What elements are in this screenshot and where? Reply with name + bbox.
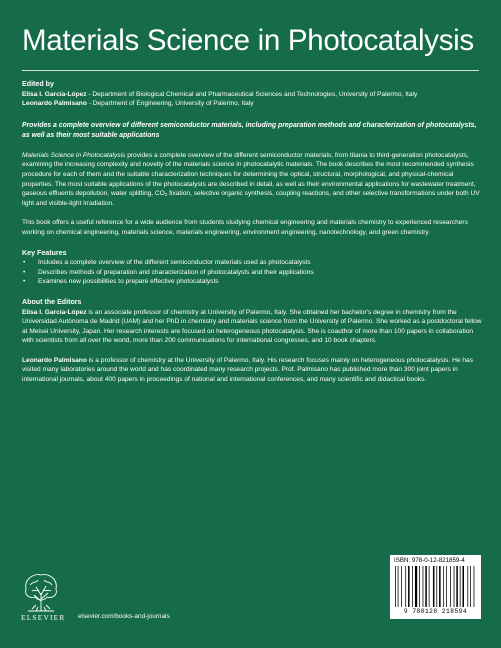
edited-by-heading: Edited by [22, 80, 54, 88]
co2-subscript: 2 [164, 192, 168, 198]
key-features-list [22, 258, 482, 287]
editor-2-bio [22, 356, 482, 385]
bio-2-text: is a professor of chemistry at the University of Palermo, Italy. His research focuses mainly on heterogeneous photocatalysis. He has visited many laboratories around the world and has coordinated many research projects. Prof. Palmisano has published more than 300 joint papers in international journals, about 400 papers in proceedings of national and international conferences, and many scientific and didactical books. [22, 356, 474, 384]
description-text-end: fixation, selective organic synthesis, coupling reactions, and other selective transformations under both UV light and visible-light irradiation. [22, 190, 480, 207]
editor-2 [22, 99, 482, 109]
key-features-heading: Key Features [22, 248, 67, 257]
book-title: Materials Science in Photocatalysis [22, 24, 474, 57]
publisher-url[interactable]: elsevier.com/books-and-journals [78, 613, 170, 620]
tagline: Provides a complete overview of different semiconductor materials, including preparation methods and characterization of photocatalysts, as well as their most suitable applications [22, 121, 477, 139]
editor-2-name: Leonardo Palmisano [22, 100, 87, 108]
elsevier-tree-logo [20, 571, 62, 613]
key-feature-item: • Includes a complete overview of the different semiconductor materials used as photocatalysts [22, 258, 482, 268]
bio-1-text: is an associate professor of chemistry at University of Palermo, Italy. She obtained her bachelor's degree in chemistry from the Universidad Autónoma de Madrid (UAM) and her PhD in chemistry and materials science from the University of Palermo. She worked as a postdoctoral fellow at Meisei University, Japan. Her research interests are focused on heterogeneous photocatalysis. She is coauthor of more than 100 papers in collaboration with scientists from all over the world, more than 200 communications for international congresses, and 10 book chapters. [22, 308, 482, 345]
description-text: provides a complete overview of the different semiconductor materials, from titania to third-generation photocatalysts, examining the increasing complexity and novelty of the materials science in photocatalytic materials. The book describes the most recommended synthesis procedure for each of them and the suitable characterization techniques for determining the optical, structural, morphological, and physical-chemical properties. The most suitable applications of the photocatalysts are described in detail, as well as their environmental applications for wastewater treatment, gaseous effluents depollution, water splitting, CO [22, 151, 476, 198]
barcode [393, 566, 478, 608]
key-feature-item: • Examines new possibilities to prepare effective photocatalysts [22, 277, 482, 287]
back-cover-content [22, 80, 482, 385]
bio-1-name: Elisa I. García-López [22, 308, 87, 316]
title-divider [22, 70, 479, 71]
editor-1-affiliation: - Department of Biological Chemical and Pharmaceutical Sciences and Technologies, University of Palermo, Italy [86, 90, 418, 98]
editor-2-affiliation: - Department of Engineering, University of Palermo, Italy [86, 100, 254, 108]
publisher-name: ELSEVIER [21, 613, 66, 622]
editor-1 [22, 90, 482, 100]
description-book-title: Materials Science in Photocatalysis [22, 151, 126, 159]
isbn: ISBN: 978-0-12-821859-4 [394, 557, 465, 564]
bio-2-name: Leonardo Palmisano [22, 356, 87, 364]
barcode-box [390, 555, 481, 619]
barcode-number: 9 780128 218594 [403, 608, 468, 615]
about-editors-heading: About the Editors [22, 297, 82, 306]
audience-paragraph: This book offers a useful reference for a wide audience from students studying chemical engineering and materials chemistry to experienced researchers working on chemical engineering, materials science, materials engineering, environment engineering, nanotechnology, and green chemistry. [22, 219, 468, 236]
description-paragraph [22, 151, 482, 209]
editor-1-name: Elisa I. García-López [22, 90, 87, 98]
editor-1-bio [22, 308, 482, 346]
key-feature-item: • Describes methods of preparation and characterization of photocatalysts and their applications [22, 268, 482, 278]
